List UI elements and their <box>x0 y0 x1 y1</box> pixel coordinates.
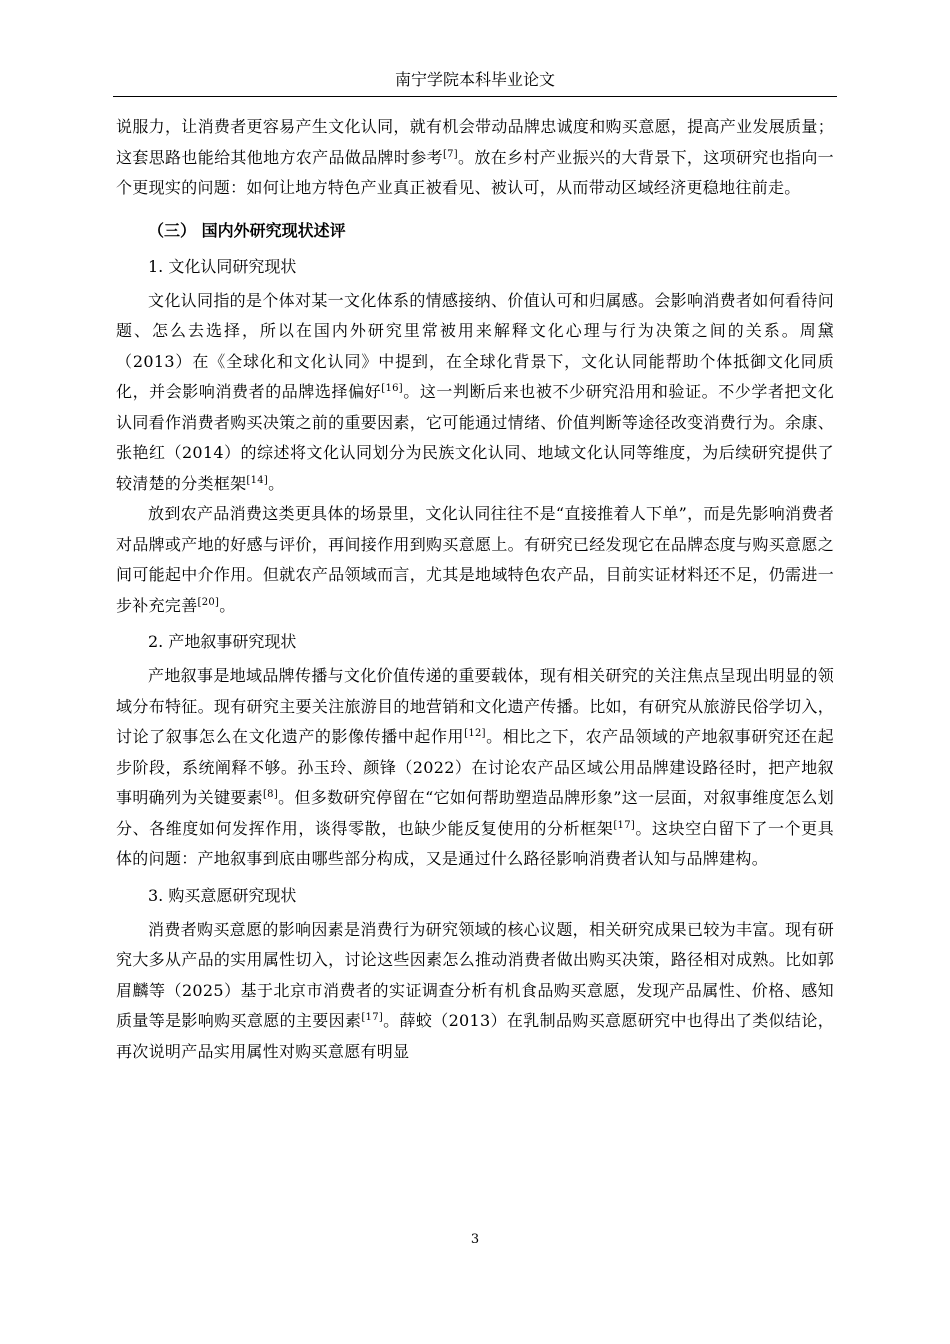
page-header <box>113 70 837 96</box>
citation: [17] <box>613 819 636 831</box>
text-run: 产地叙事是地域品牌传播与文化价值传递的重要载体，现有相关研究的关注焦点呈现出明显的领域分布特征。现有研究主要关注旅游目的地营销和文化遗产传播。比如，有研究从旅游民俗学切入，讨论了叙事怎么在文化遗产的影像传播中起作用 <box>116 666 834 746</box>
paragraph-cultural-identity-2 <box>116 499 834 621</box>
citation: [14] <box>246 474 269 486</box>
paragraph-origin-narrative <box>116 661 834 875</box>
section-heading: （三） 国内外研究现状述评 <box>148 220 346 240</box>
citation: [7] <box>442 148 459 160</box>
subsection-heading-purchase-intention: 3. 购买意愿研究现状 <box>148 885 297 905</box>
text-run: 。相比之下，农产品领域的产地叙事研究还在起步阶段，系统阐释不够。孙玉玲、颜锋（2022）在讨论农产品区域公用品牌建设路径时，把产地叙事明确列为关键要素 <box>116 727 834 807</box>
text-run: 。薛蛟（2013）在乳制品购买意愿研究中也得出了类似结论，再次说明产品实用属性对购买意愿有明显 <box>116 1011 834 1061</box>
citation: [16] <box>381 383 403 394</box>
subsection-heading-origin-narrative: 2. 产地叙事研究现状 <box>148 632 297 651</box>
text-run: 。但多数研究停留在“它如何帮助塑造品牌形象”这一层面，对叙事维度怎么划分、各维度如何发挥作用，谈得零散，也缺少能反复使用的分析框架 <box>116 788 834 838</box>
citation: [12] <box>464 728 486 739</box>
paragraph-cultural-identity-1 <box>116 286 834 500</box>
page-body <box>116 112 834 1067</box>
citation: [17] <box>361 1012 384 1023</box>
subsection-heading-cultural-identity: 1. 文化认同研究现状 <box>148 256 297 276</box>
header-title: 南宁学院本科毕业论文 <box>394 70 555 89</box>
header-rule <box>113 96 837 97</box>
text-run: 说服力，让消费者更容易产生文化认同，就有机会带动品牌忠诚度和购买意愿，提高产业发展质量；这套思路也能给其他地方农产品做品牌时参考 <box>116 117 834 167</box>
text-run: 。 <box>268 473 285 493</box>
text-run: 文化认同指的是个体对某一文化体系的情感接纳、价值认可和归属感。会影响消费者如何看待问题、怎么去选择，所以在国内外研究里常被用来解释文化心理与行为决策之间的关系。周黛（2013）在《全球化和文化认同》中提到，在全球化背景下，文化认同能帮助个体抵御文化同质化，并会影响消费者的品牌选择偏好 <box>116 290 834 401</box>
page-number: 3 <box>470 1232 480 1247</box>
citation: [8] <box>262 789 279 800</box>
text-run: 放到农产品消费这类更具体的场景里，文化认同往往不是“直接推着人下单”，而是先影响消费者对品牌或产地的好感与评价，再间接作用到购买意愿上。有研究已经发现它在品牌态度与购买意愿之间可能起中介作用。但就农产品领域而言，尤其是地域特色农产品，目前实证材料还不足，仍需进一步补充完善 <box>116 504 834 615</box>
text-run: 。这一判断后来也被不少研究沿用和验证。不少学者把文化认同看作消费者购买决策之前的重要因素，它可能通过情绪、价值判断等途径改变消费行为。余康、张艳红（2014）的综述将文化认同划分为民族文化认同、地域文化认同等维度，为后续研究提供了较清楚的分类框架 <box>116 382 834 493</box>
citation: [20] <box>197 596 220 608</box>
text-run: 。这块空白留下了一个更具体的问题：产地叙事到底由哪些部分构成，又是通过什么路径影响消费者认知与品牌建构。 <box>116 818 834 868</box>
text-run: 。 <box>219 595 236 615</box>
text-run: 。放在乡村产业振兴的大背景下，这项研究也指向一个更现实的问题：如何让地方特色产业真正被看见、被认可，从而带动区域经济更稳地往前走。 <box>116 147 834 197</box>
text-run: 消费者购买意愿的影响因素是消费行为研究领域的核心议题，相关研究成果已较为丰富。现有研究大多从产品的实用属性切入，讨论这些因素怎么推动消费者做出购买决策，路径相对成熟。比如郭眉麟等（2025）基于北京市消费者的实证调查分析有机食品购买意愿，发现产品属性、价格、感知质量等是影响购买意愿的主要因素 <box>116 919 834 1030</box>
paragraph-purchase-intention <box>116 915 834 1068</box>
paragraph-continued <box>116 112 834 204</box>
